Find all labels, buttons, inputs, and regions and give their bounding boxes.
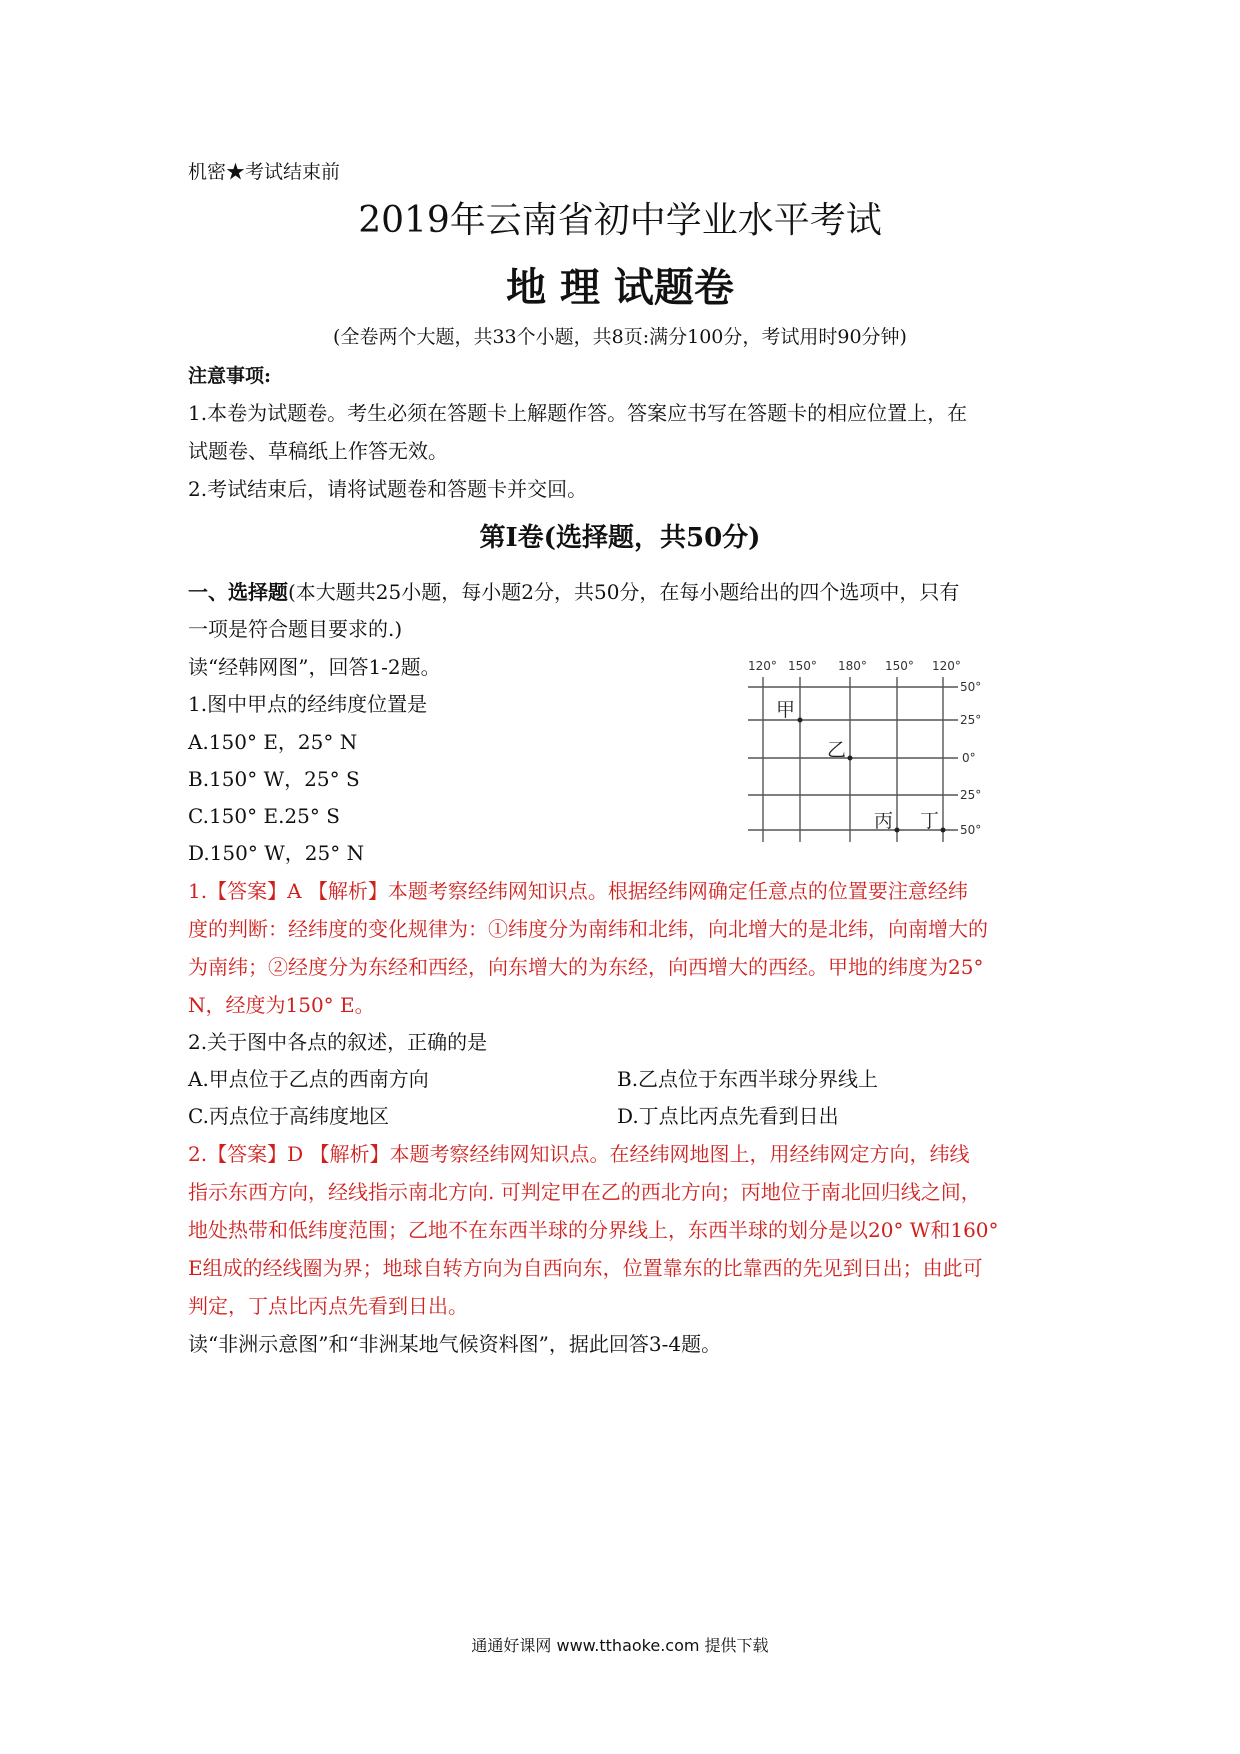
latitude-label: 25° [960,788,982,802]
answer-2-line: 判定，丁点比丙点先看到日出。 [188,1294,468,1318]
exam-info: (全卷两个大题，共33个小题，共8页:满分100分，考试用时90分钟) [333,326,907,348]
notice-heading: 注意事项: [188,365,272,387]
point-label-bing: 丙 [874,810,894,832]
answer-2-line: 指示东西方向，经线指示南北方向. 可判定甲在乙的西北方向；丙地位于南北回归线之间， [188,1180,981,1204]
answer-1-line: 1.【答案】A 【解析】本题考察经纬网知识点。根据经纬网确定任意点的位置要注意经纬 [188,879,968,903]
confidential-mark: 机密★考试结束前 [188,161,341,183]
part-label: 一、选择题 [188,580,288,604]
question-1-option-d: D.150° W，25° N [188,841,365,865]
graticule-map [740,652,990,852]
question-1-option-b: B.150° W，25° S [188,767,360,791]
answer-1-line: 为南纬；②经度分为东经和西经，向东增大的为东经，向西增大的西经。甲地的纬度为25° [188,955,984,979]
exam-subtitle: 地 理 试题卷 [506,265,734,311]
latitude-label: 50° [960,823,982,837]
answer-1-line: 度的判断：经纬度的变化规律为：①纬度分为南纬和北纬，向北增大的是北纬，向南增大的 [188,917,988,941]
notice-line: 试题卷、草稿纸上作答无效。 [188,439,448,463]
longitude-label: 120° [932,659,961,673]
question-2-option-d: D.丁点比丙点先看到日出 [617,1104,839,1128]
question-2-option-c: C.丙点位于高纬度地区 [188,1104,389,1128]
question-2-option-a: A.甲点位于乙点的西南方向 [188,1067,429,1091]
point-ding [941,828,946,833]
answer-2-line: E组成的经线圈为界；地球自转方向为自西向东，位置靠东的比靠西的先见到日出；由此可 [188,1256,983,1280]
footer-source: 通通好课网 www.tthaoke.com 提供下载 [471,1636,769,1655]
point-label-ding: 丁 [920,810,940,832]
latitude-label: 50° [960,680,982,694]
longitude-label: 150° [885,659,914,673]
answer-1-line: N，经度为150° E。 [188,993,375,1017]
part-description-cont: 一项是符合题目要求的.) [188,617,403,641]
part-intro [188,577,959,607]
longitude-label: 180° [838,659,867,673]
longitude-label: 150° [788,659,817,673]
point-bing [895,828,900,833]
exam-title: 2019年云南省初中学业水平考试 [358,200,882,241]
answer-2-line: 2.【答案】D 【解析】本题考察经纬网知识点。在经纬网地图上，用经纬网定方向，纬线 [188,1142,970,1166]
notice-line: 2.考试结束后，请将试题卷和答题卡并交回。 [188,477,588,501]
point-jia [798,718,803,723]
point-yi [848,756,853,761]
read-instruction: 读“经韩网图”，回答1-2题。 [188,655,441,679]
latitude-label: 0° [962,751,976,765]
answer-2-line: 地处热带和低纬度范围；乙地不在东西半球的分界线上，东西半球的划分是以20° W和160° [188,1218,999,1242]
latitude-label: 25° [960,713,982,727]
longitude-label: 120° [748,659,777,673]
question-2-stem: 2.关于图中各点的叙述，正确的是 [188,1030,488,1054]
question-2-option-b: B.乙点位于东西半球分界线上 [617,1067,879,1091]
part-description: (本大题共25小题，每小题2分，共50分，在每小题给出的四个选项中，只有 [288,580,960,604]
point-label-yi: 乙 [827,739,847,761]
question-1-option-c: C.150° E.25° S [188,804,340,828]
read-instruction-2: 读“非洲示意图”和“非洲某地气候资料图”，据此回答3-4题。 [188,1332,722,1356]
point-label-jia: 甲 [776,699,796,721]
question-1-stem: 1.图中甲点的经纬度位置是 [188,692,428,716]
question-1-option-a: A.150° E，25° N [188,730,358,754]
notice-line: 1.本卷为试题卷。考生必须在答题卡上解题作答。答案应书写在答题卡的相应位置上，在 [188,401,968,425]
section-title: 第I卷(选择题，共50分) [479,523,761,553]
